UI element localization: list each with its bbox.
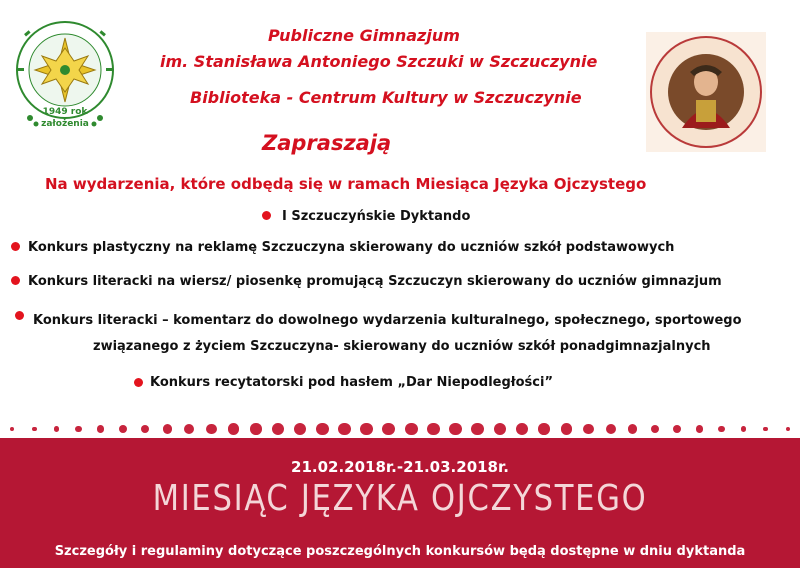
divider-dot [360, 423, 373, 436]
divider-dot [538, 423, 550, 435]
divider-dot [250, 423, 262, 435]
divider-dot [583, 424, 594, 435]
divider-dot [184, 424, 194, 434]
event-item-continuation: związanego z życiem Szczuczyna- skierowany do uczniów szkół ponadgimnazjalnych [93, 339, 711, 354]
bullet-dot [134, 378, 143, 387]
bullet-dot [15, 311, 24, 320]
divider-dot [163, 424, 172, 433]
divider-dot [651, 425, 660, 434]
divider-dot [718, 426, 724, 432]
divider-dot [427, 423, 440, 436]
divider-dot [141, 425, 150, 434]
divider-dot [763, 427, 768, 432]
library-name: Biblioteka - Centrum Kultury w Szczuczynie [190, 88, 582, 107]
divider-dot [786, 427, 790, 431]
divider-dot [516, 423, 528, 435]
divider-dot [119, 425, 127, 433]
divider-dot [32, 427, 37, 432]
divider-dot [272, 423, 284, 435]
invite-heading: Zapraszają [262, 131, 392, 155]
divider-dot [471, 423, 484, 436]
divider-dot [405, 423, 418, 436]
divider-dot [97, 425, 104, 432]
event-item: Konkurs recytatorski pod hasłem „Dar Niepodległości” [150, 375, 553, 390]
divider-dot [294, 423, 306, 435]
banner-title: MIESIĄC JĘZYKA OJCZYSTEGO [152, 478, 648, 519]
bullet-dot [11, 242, 20, 251]
divider-dot [673, 425, 681, 433]
event-item: I Szczuczyńskie Dyktando [282, 209, 471, 224]
divider-dot [75, 426, 81, 432]
divider-dot [54, 426, 60, 432]
divider-dot [449, 423, 462, 436]
bullet-dot [11, 276, 20, 285]
divider-dot [561, 423, 572, 434]
divider-dot [628, 424, 637, 433]
logo-year: 1949 rok [42, 107, 88, 117]
event-dates: 21.02.2018r.-21.03.2018r. [291, 458, 509, 476]
event-item: Konkurs literacki na wiersz/ piosenkę promującą Szczuczyn skierowany do uczniów gimnazjum [28, 274, 722, 289]
school-name-line2: im. Stanisława Antoniego Szczuki w Szczuczynie [160, 52, 598, 71]
divider-dot [228, 423, 239, 434]
divider-dot [316, 423, 329, 436]
divider-dot [494, 423, 506, 435]
divider-dot [206, 424, 217, 435]
event-item: Konkurs plastyczny na reklamę Szczuczyna skierowany do uczniów szkół podstawowych [28, 240, 675, 255]
divider-dot [338, 423, 351, 436]
library-logo [10, 10, 120, 138]
events-intro: Na wydarzenia, które odbędą się w ramach Miesiąca Języka Ojczystego [45, 175, 647, 193]
divider-dot [10, 427, 14, 431]
logo-sub: założenia [41, 119, 89, 129]
dot-divider [0, 420, 800, 438]
divider-dot [696, 425, 703, 432]
divider-dot [606, 424, 616, 434]
event-item: Konkurs literacki – komentarz do dowolnego wydarzenia kulturalnego, społecznego, sportowego [33, 313, 742, 328]
divider-dot [741, 426, 747, 432]
footer-note: Szczegóły i regulaminy dotyczące poszczególnych konkursów będą dostępne w dniu dyktanda [54, 544, 746, 559]
school-name-line1: Publiczne Gimnazjum [268, 26, 460, 45]
divider-dot [382, 423, 395, 436]
bullet-dot [262, 211, 271, 220]
school-emblem [646, 32, 766, 152]
